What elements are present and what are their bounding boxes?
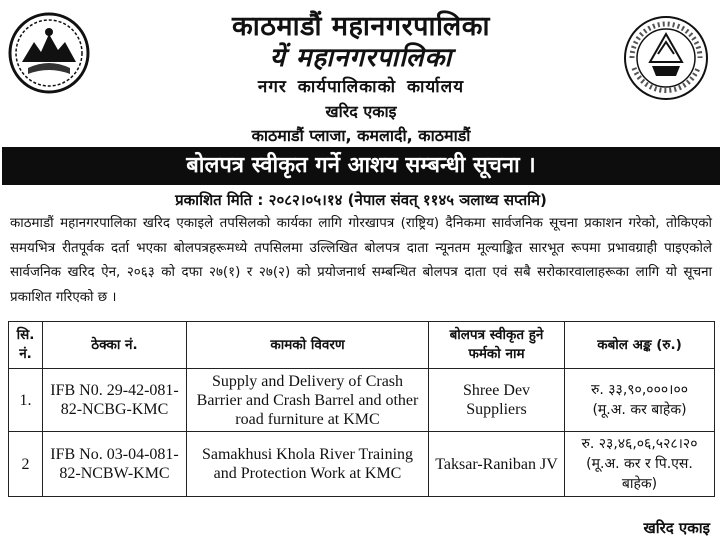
row-amount-value: रु. ३३,९०,०००।००	[591, 382, 688, 398]
header-title: काठमाडौं महानगरपालिका	[232, 11, 490, 42]
bid-table	[8, 321, 715, 497]
table-header-row	[9, 322, 715, 369]
header-sn: सि. नं.	[9, 322, 43, 369]
header-amount: कबोल अङ्क (रु.)	[565, 322, 715, 369]
row-sn: 2	[9, 432, 43, 497]
row-contract: IFB N0. 29-42-081-82-NCBG-KMC	[43, 369, 187, 432]
row-sn: 1.	[9, 369, 43, 432]
row-amount-note: (मू.अ. कर बाहेक)	[592, 402, 687, 418]
row-firm: Taksar-Raniban JV	[429, 432, 565, 497]
notice-body: काठमाडौं महानगरपालिका खरिद एकाइले तपसिलको कार्यका लागि गोरखापत्र (राष्ट्रिय) दैनिकमा सार्वजनिक सूचना प्रकाशन गरेको, तोकिएको समयभित्र रीतपूर्वक दर्ता भएका बोलपत्रहरूमध्ये तपसिलमा उल्लिखित बोलपत्र दाता न्यूनतम मूल्याङ्कित सारभूत रूपमा प्रभावग्राही पाइएकोले सार्वजनिक खरिद ऐन, २०६३ को दफा २७(१) र २७(२) को प्रयोजनार्थ सम्बन्धित बोलपत्र दाता एवं सबै सरोकारवालाहरूका लागि यो सूचना प्रकाशित गरिएको छ ।	[10, 216, 712, 305]
notice-heading: बोलपत्र स्वीकृत गर्ने आशय सम्बन्धी सूचना ।	[2, 147, 720, 185]
header-office: नगर कार्यपालिकाको कार्यालय	[257, 77, 465, 97]
header-contract: ठेक्का नं.	[43, 322, 187, 369]
header-address: काठमाडौं प्लाजा, कमलादी, काठमाडौं	[251, 126, 471, 145]
kmc-seal-logo	[622, 14, 710, 102]
row-amount-value: रु. २३,४६,०६,५२८।२०	[581, 436, 698, 452]
header-title-newari: यें महानगरपालिका	[269, 43, 453, 73]
footer-signature: खरिद एकाइ	[643, 519, 710, 537]
header	[0, 0, 722, 145]
header-unit: खरिद एकाइ	[325, 102, 397, 121]
row-firm: Shree Dev Suppliers	[429, 369, 565, 432]
row-amount	[565, 432, 715, 497]
header-description: कामको विवरण	[187, 322, 429, 369]
table-row	[9, 369, 715, 432]
row-amount-note: (मू.अ. कर र पि.एस. बाहेक)	[586, 456, 693, 492]
row-contract: IFB No. 03-04-081-82-NCBW-KMC	[43, 432, 187, 497]
table-row	[9, 432, 715, 497]
published-date: प्रकाशित मिति : २०८२।०५।१४ (नेपाल संवत् ११४५ ञलाथ्व सप्तमि)	[175, 191, 547, 209]
row-amount	[565, 369, 715, 432]
header-firm: बोलपत्र स्वीकृत हुने फर्मको नाम	[429, 322, 565, 369]
row-description: Supply and Delivery of Crash Barrier and Crash Barrel and other road furniture at KMC	[187, 369, 429, 432]
row-description: Samakhusi Khola River Training and Protection Work at KMC	[187, 432, 429, 497]
